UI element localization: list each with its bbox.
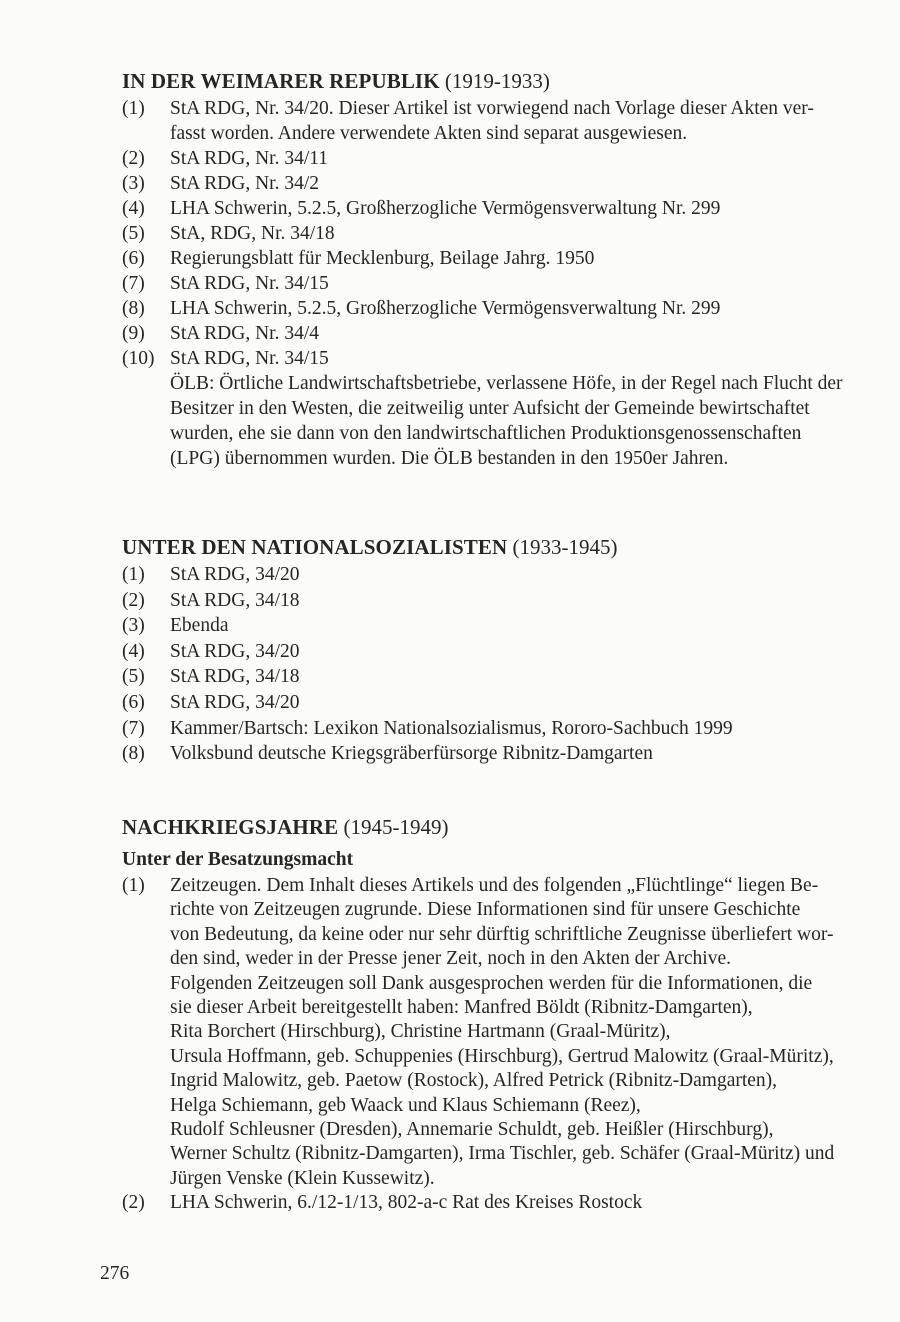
endnote xyxy=(122,146,892,171)
endnote xyxy=(122,321,892,346)
endnote-text: LHA Schwerin, 5.2.5, Großherzogliche Vermögensverwaltung Nr. 299 xyxy=(170,198,721,219)
endnote-number: (2) xyxy=(122,148,145,169)
endnote-number: (8) xyxy=(122,298,145,319)
endnote-text: Ingrid Malowitz, geb. Paetow (Rostock), Alfred Petrick (Ribnitz-Damgarten), xyxy=(170,1070,778,1092)
section-period: (1919-1933) xyxy=(444,69,550,93)
endnote-text: LHA Schwerin, 5.2.5, Großherzogliche Vermögensverwaltung Nr. 299 xyxy=(170,298,721,319)
endnote xyxy=(122,588,892,614)
endnote-list xyxy=(122,96,892,471)
endnote xyxy=(122,1191,892,1215)
endnote-text: Rita Borchert (Hirschburg), Christine Hartmann (Graal-Müritz), xyxy=(170,1021,671,1043)
endnote-text: Volksbund deutsche Kriegsgräberfürsorge Ribnitz-Damgarten xyxy=(170,743,653,765)
endnote xyxy=(122,96,892,146)
endnote-text: StA RDG, Nr. 34/2 xyxy=(170,173,319,194)
endnote-number: (6) xyxy=(122,248,145,269)
endnote-text: Ursula Hoffmann, geb. Schuppenies (Hirschburg), Gertrud Malowitz (Graal-Müritz), xyxy=(170,1045,834,1067)
endnote xyxy=(122,690,892,716)
endnote-number: (1) xyxy=(122,875,145,896)
endnote-text: StA RDG, Nr. 34/15 xyxy=(170,273,329,294)
section-title xyxy=(122,532,892,562)
endnote xyxy=(122,874,892,1191)
endnote-text: StA RDG, 34/20 xyxy=(170,564,300,585)
section-period: (1933-1945) xyxy=(512,535,618,559)
endnote-text: Helga Schiemann, geb Waack und Klaus Schiemann (Reez), xyxy=(170,1094,641,1116)
endnote-text: Werner Schultz (Ribnitz-Damgarten), Irma Tischler, geb. Schäfer (Graal-Müritz) und xyxy=(170,1143,835,1165)
endnote xyxy=(122,562,892,588)
endnote-text: StA, RDG, Nr. 34/18 xyxy=(170,223,335,244)
section-title xyxy=(122,812,892,842)
endnote xyxy=(122,613,892,639)
endnote-text: Zeitzeugen. Dem Inhalt dieses Artikels und des folgenden „Flüchtlinge“ liegen Be- xyxy=(170,875,819,896)
endnote-number: (5) xyxy=(122,223,145,244)
endnote-text: ÖLB: Örtliche Landwirtschaftsbetriebe, verlassene Höfe, in der Regel nach Flucht der xyxy=(170,373,843,394)
endnote-text: StA RDG, Nr. 34/15 xyxy=(170,348,329,369)
endnote-text: von Bedeutung, da keine oder nur sehr dürftig schriftliche Zeugnisse überliefert wor- xyxy=(170,923,834,945)
endnote-number: (8) xyxy=(122,743,145,765)
endnote-number: (9) xyxy=(122,323,145,344)
endnote xyxy=(122,716,892,742)
endnote-list xyxy=(122,562,892,767)
endnote xyxy=(122,171,892,196)
endnote-number: (7) xyxy=(122,717,145,739)
endnote-text: den sind, weder in der Presse jener Zeit, noch in den Akten der Archive. xyxy=(170,948,731,970)
endnote xyxy=(122,296,892,321)
section-nationalsozialisten xyxy=(122,532,892,767)
endnote-text: StA RDG, 34/18 xyxy=(170,589,300,611)
endnote-text: Jürgen Venske (Klein Kussewitz). xyxy=(170,1167,435,1189)
endnote-number: (1) xyxy=(122,564,145,585)
endnote xyxy=(122,271,892,296)
section-heading: IN DER WEIMARER REPUBLIK xyxy=(122,69,440,93)
endnote-text: richte von Zeitzeugen zugrunde. Diese Informationen sind für unsere Geschichte xyxy=(170,899,801,921)
section-nachkriegsjahre xyxy=(122,812,892,1216)
endnote-number: (4) xyxy=(122,640,145,662)
endnote xyxy=(122,741,892,767)
endnote xyxy=(122,639,892,665)
section-weimarer-republik xyxy=(122,66,892,471)
endnote xyxy=(122,664,892,690)
endnote-text: StA RDG, Nr. 34/11 xyxy=(170,148,329,169)
endnote-number: (2) xyxy=(122,1192,145,1214)
section-heading: UNTER DEN NATIONALSOZIALISTEN xyxy=(122,535,508,559)
endnote-number: (10) xyxy=(122,348,155,369)
endnote-text: Besitzer in den Westen, die zeitweilig unter Aufsicht der Gemeinde bewirtschaftet xyxy=(170,398,810,419)
endnote-text: Regierungsblatt für Mecklenburg, Beilage Jahrg. 1950 xyxy=(170,248,595,269)
endnote-list xyxy=(122,874,892,1216)
endnote xyxy=(122,221,892,246)
endnote-number: (2) xyxy=(122,589,145,611)
endnote-text: Folgenden Zeitzeugen soll Dank ausgesprochen werden für die Informationen, die xyxy=(170,972,813,994)
section-subheading: Unter der Besatzungsmacht xyxy=(122,849,354,870)
endnote-number: (6) xyxy=(122,691,145,713)
endnote-text: LHA Schwerin, 6./12-1/13, 802-a-c Rat des Kreises Rostock xyxy=(170,1192,643,1214)
endnote-number: (7) xyxy=(122,273,145,294)
endnote-text: StA RDG, 34/20 xyxy=(170,691,300,713)
endnote-text: fasst worden. Andere verwendete Akten sind separat ausgewiesen. xyxy=(170,123,688,144)
endnote-number: (5) xyxy=(122,666,145,688)
endnote-number: (1) xyxy=(122,98,145,119)
section-period: (1945-1949) xyxy=(343,815,449,839)
endnote xyxy=(122,196,892,221)
endnote-text: (LPG) übernommen wurden. Die ÖLB bestanden in den 1950er Jahren. xyxy=(170,448,729,469)
endnote-text: Ebenda xyxy=(170,615,229,637)
endnote-text: StA RDG, Nr. 34/4 xyxy=(170,323,319,344)
section-title xyxy=(122,66,892,96)
endnote-text: StA RDG, 34/18 xyxy=(170,666,300,688)
section-heading: NACHKRIEGSJAHRE xyxy=(122,815,339,839)
page-number: 276 xyxy=(100,1263,130,1284)
endnote-number: (3) xyxy=(122,615,145,637)
endnote-text: Rudolf Schleusner (Dresden), Annemarie Schuldt, geb. Heißler (Hirschburg), xyxy=(170,1119,774,1141)
endnote xyxy=(122,246,892,271)
endnote-text: StA RDG, 34/20 xyxy=(170,640,300,662)
endnote-text: sie dieser Arbeit bereitgestellt haben: Manfred Böldt (Ribnitz-Damgarten), xyxy=(170,997,753,1019)
endnote-text: StA RDG, Nr. 34/20. Dieser Artikel ist vorwiegend nach Vorlage dieser Akten ver- xyxy=(170,98,814,119)
endnote xyxy=(122,346,892,471)
endnote-text: Kammer/Bartsch: Lexikon Nationalsozialismus, Rororo-Sachbuch 1999 xyxy=(170,717,733,739)
endnote-text: wurden, ehe sie dann von den landwirtschaftlichen Produktionsgenossenschaften xyxy=(170,423,802,444)
endnote-number: (4) xyxy=(122,198,145,219)
endnote-number: (3) xyxy=(122,173,145,194)
